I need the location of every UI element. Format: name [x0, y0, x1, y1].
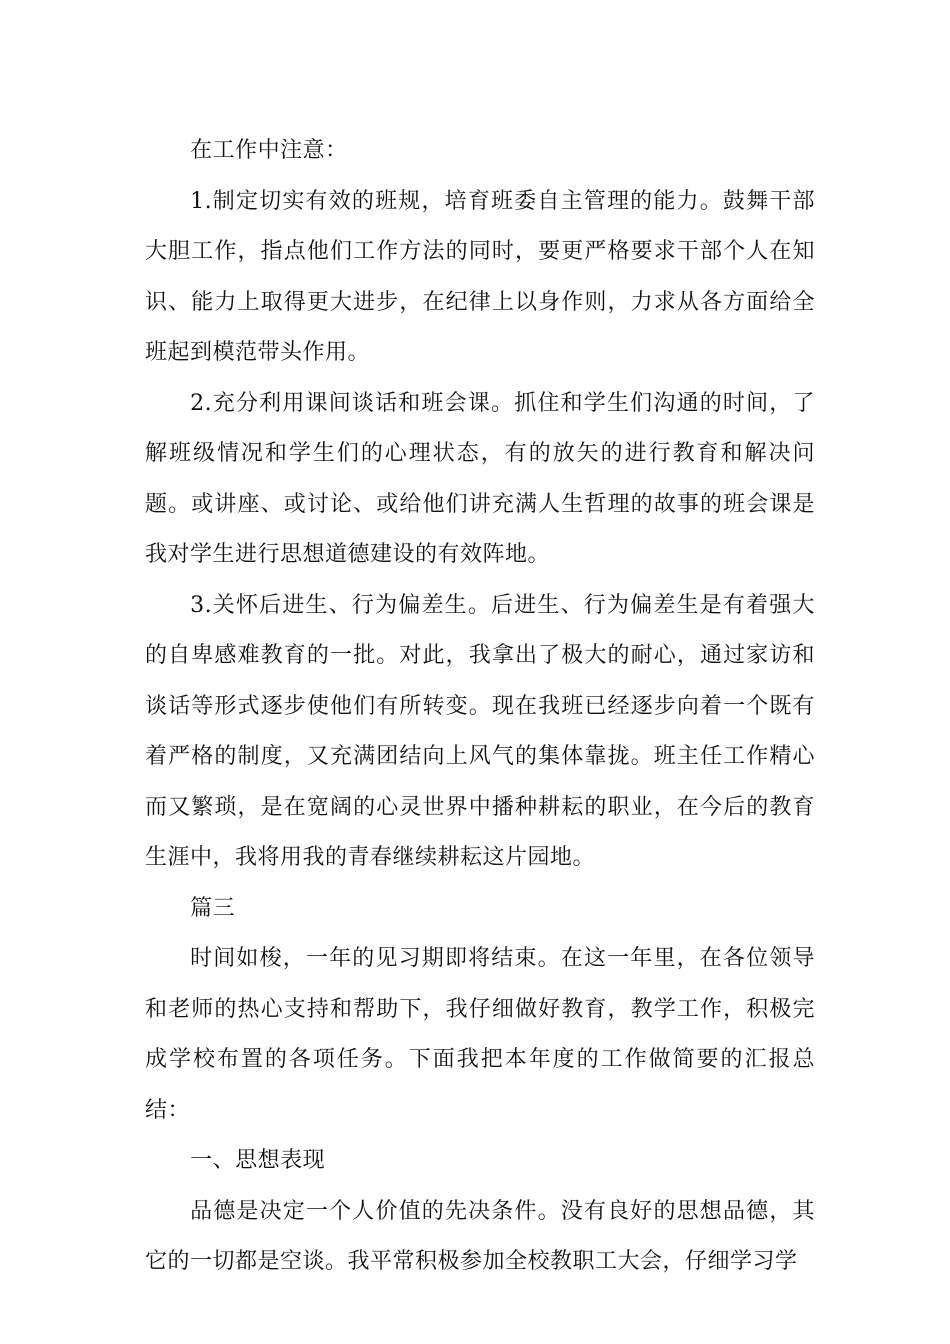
paragraph-point-3: 3.关怀后进生、行为偏差生。后进生、行为偏差生是有着强大的自卑感难教育的一批。对此，我拿出了极大的耐心，通过家访和谈话等形式逐步使他们有所转变。现在我班已经逐步向着一个既有着严格的制度，又充满团结向上风气的集体靠拢。班主任工作精心而又繁琐，是在宽阔的心灵世界中播种耕耘的职业，在今后的教育生涯中，我将用我的青春继续耕耘这片园地。: [145, 592, 815, 870]
paragraph-point-2: 2.充分利用课间谈话和班会课。抓住和学生们沟通的时间，了解班级情况和学生们的心理状态，有的放矢的进行教育和解决问题。或讲座、或讨论、或给他们讲充满人生哲理的故事的班会课是我对学生进行思想道德建设的有效阵地。: [145, 390, 815, 567]
section-heading-part-three: 篇三: [190, 895, 236, 921]
section-heading-ideology: 一、思想表现: [190, 1148, 326, 1173]
paragraph-summary-intro: 时间如梭，一年的见习期即将结束。在这一年里，在各位领导和老师的热心支持和帮助下，我仔细做好教育，教学工作，积极完成学校布置的各项任务。下面我把本年度的工作做简要的汇报总结：: [145, 946, 815, 1123]
paragraph-point-1: 1.制定切实有效的班规，培育班委自主管理的能力。鼓舞干部大胆工作，指点他们工作方法的同时，要更严格要求干部个人在知识、能力上取得更大进步，在纪律上以身作则，力求从各方面给全班起到模范带头作用。: [145, 188, 815, 365]
document-body: [145, 126, 815, 1288]
paragraph-attention-intro: 在工作中注意：: [190, 138, 348, 163]
paragraph-ideology: 品德是决定一个人价值的先决条件。没有良好的思想品德，其它的一切都是空谈。我平常积极参加全校教职工大会，仔细学习学: [145, 1198, 815, 1274]
